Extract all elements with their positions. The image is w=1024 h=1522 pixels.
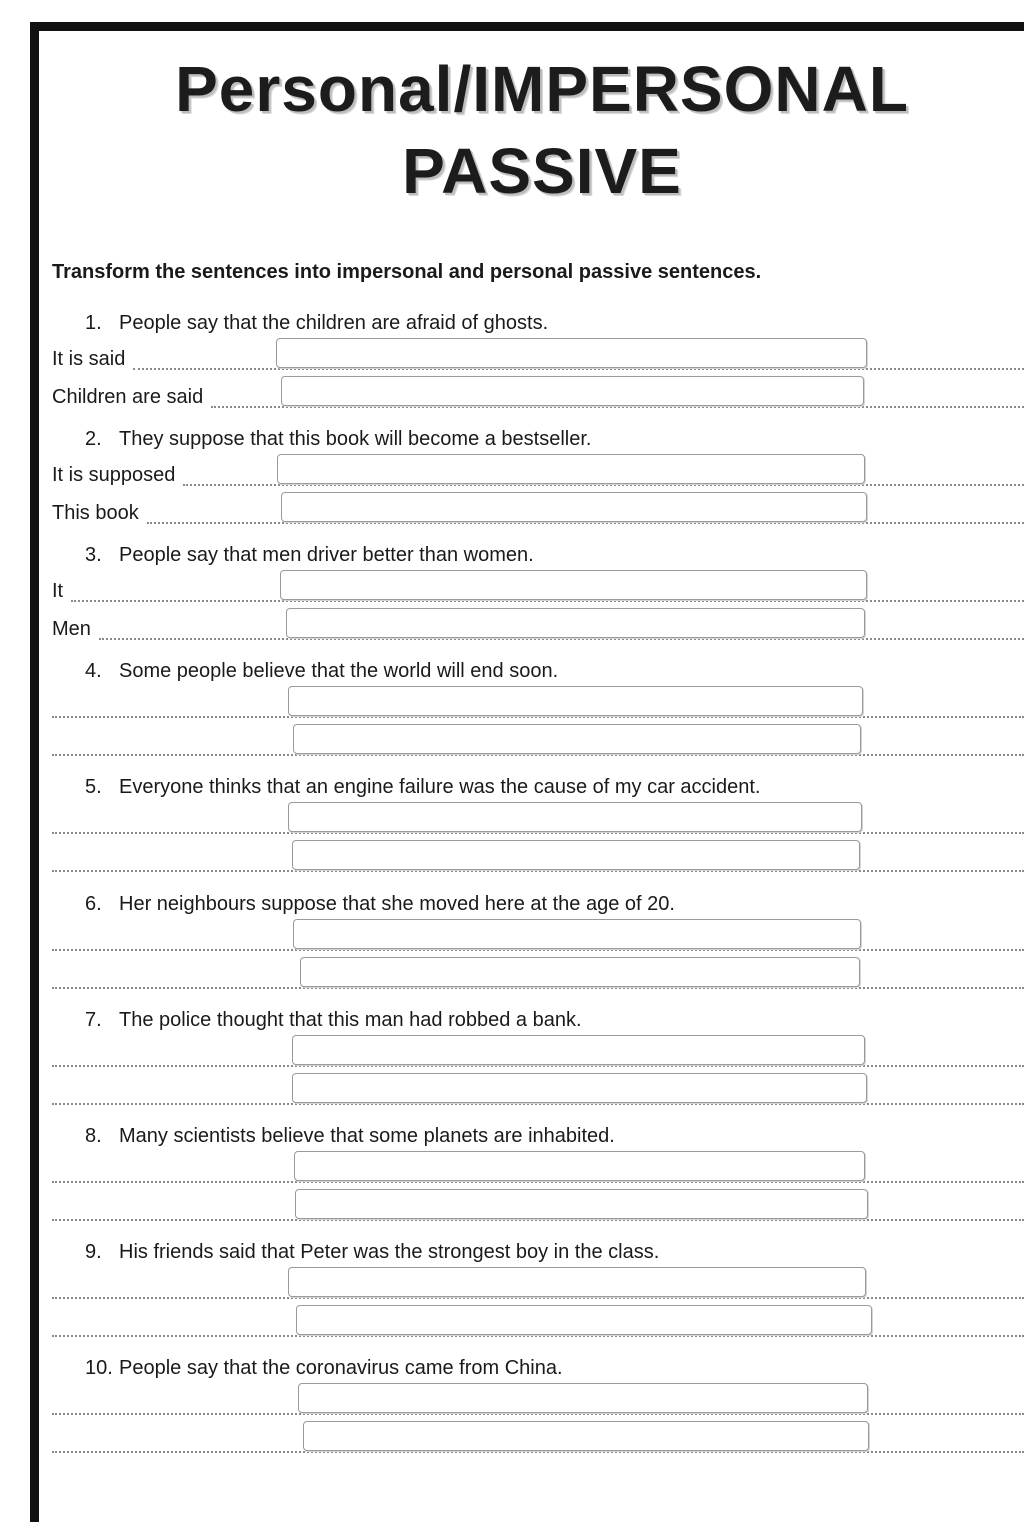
instructions: Transform the sentences into impersonal and personal passive sentences. (52, 261, 762, 283)
answer-input-box[interactable] (296, 1305, 872, 1335)
dotted-answer-line (71, 600, 1024, 602)
dotted-answer-line (52, 1219, 1024, 1221)
exercise-number: 8. (85, 1125, 102, 1147)
exercise-prompt (85, 1357, 563, 1380)
exercise-prompt (85, 776, 760, 799)
answer-input-box[interactable] (277, 454, 865, 484)
exercise-sentence: People say that the children are afraid of ghosts. (119, 312, 549, 334)
exercise-prompt (85, 312, 548, 335)
dotted-answer-line (147, 522, 1024, 524)
exercise-number: 4. (85, 660, 102, 682)
answer-line-lead: It (52, 580, 64, 602)
exercise-prompt (85, 544, 534, 567)
dotted-answer-line (99, 638, 1024, 640)
exercise-prompt (85, 1009, 582, 1032)
answer-input-box[interactable] (300, 957, 860, 987)
exercise-sentence: Some people believe that the world will end soon. (119, 660, 559, 682)
answer-input-box[interactable] (281, 492, 867, 522)
answer-input-box[interactable] (288, 686, 863, 716)
answer-input-box[interactable] (298, 1383, 868, 1413)
exercise-number: 2. (85, 428, 102, 450)
answer-input-box[interactable] (303, 1421, 869, 1451)
answer-input-box[interactable] (294, 1151, 865, 1181)
dotted-answer-line (52, 1335, 1024, 1337)
answer-line-lead: It is supposed (52, 464, 176, 486)
dotted-answer-line (52, 1103, 1024, 1105)
exercise-number: 1. (85, 312, 102, 334)
exercise-prompt (85, 893, 675, 916)
exercise-prompt (85, 1125, 615, 1148)
dotted-answer-line (52, 949, 1024, 951)
exercise-number: 9. (85, 1241, 102, 1263)
worksheet-title: Personal/IMPERSONAL (175, 53, 909, 125)
dotted-answer-line (133, 368, 1024, 370)
exercise-number: 7. (85, 1009, 102, 1031)
exercise-prompt (85, 660, 558, 683)
answer-input-box[interactable] (292, 1073, 867, 1103)
answer-input-box[interactable] (295, 1189, 868, 1219)
dotted-answer-line (52, 1181, 1024, 1183)
answer-input-box[interactable] (292, 840, 860, 870)
answer-input-box[interactable] (288, 802, 862, 832)
exercise-number: 10. (85, 1357, 113, 1379)
answer-input-box[interactable] (281, 376, 864, 406)
exercise-prompt (85, 1241, 659, 1264)
dotted-answer-line (52, 716, 1024, 718)
answer-input-box[interactable] (288, 1267, 866, 1297)
answer-input-box[interactable] (276, 338, 867, 368)
dotted-answer-line (52, 1065, 1024, 1067)
answer-input-box[interactable] (280, 570, 867, 600)
exercise-prompt (85, 428, 591, 451)
answer-input-box[interactable] (292, 1035, 865, 1065)
dotted-answer-line (52, 832, 1024, 834)
exercise-sentence: People say that the coronavirus came from China. (119, 1357, 563, 1379)
dotted-answer-line (52, 870, 1024, 872)
exercise-sentence: His friends said that Peter was the strongest boy in the class. (119, 1241, 660, 1263)
dotted-answer-line (52, 1297, 1024, 1299)
dotted-answer-line (183, 484, 1024, 486)
answer-line-lead: It is said (52, 348, 126, 370)
answer-line-lead: Children are said (52, 386, 204, 408)
exercise-number: 6. (85, 893, 102, 915)
exercise-sentence: They suppose that this book will become a bestseller. (119, 428, 592, 450)
exercise-number: 5. (85, 776, 102, 798)
answer-input-box[interactable] (293, 724, 861, 754)
exercise-sentence: Everyone thinks that an engine failure was the cause of my car accident. (119, 776, 761, 798)
exercise-sentence: Her neighbours suppose that she moved here at the age of 20. (119, 893, 675, 915)
answer-input-box[interactable] (293, 919, 861, 949)
worksheet-subtitle: PASSIVE (402, 135, 682, 207)
dotted-answer-line (52, 754, 1024, 756)
answer-input-box[interactable] (286, 608, 865, 638)
answer-line-lead: This book (52, 502, 139, 524)
dotted-answer-line (52, 1451, 1024, 1453)
exercise-sentence: Many scientists believe that some planets are inhabited. (119, 1125, 615, 1147)
dotted-answer-line (52, 987, 1024, 989)
dotted-answer-line (211, 406, 1024, 408)
answer-line-lead: Men (52, 618, 91, 640)
exercise-number: 3. (85, 544, 102, 566)
exercise-sentence: People say that men driver better than women. (119, 544, 534, 566)
exercise-sentence: The police thought that this man had robbed a bank. (119, 1009, 582, 1031)
dotted-answer-line (52, 1413, 1024, 1415)
